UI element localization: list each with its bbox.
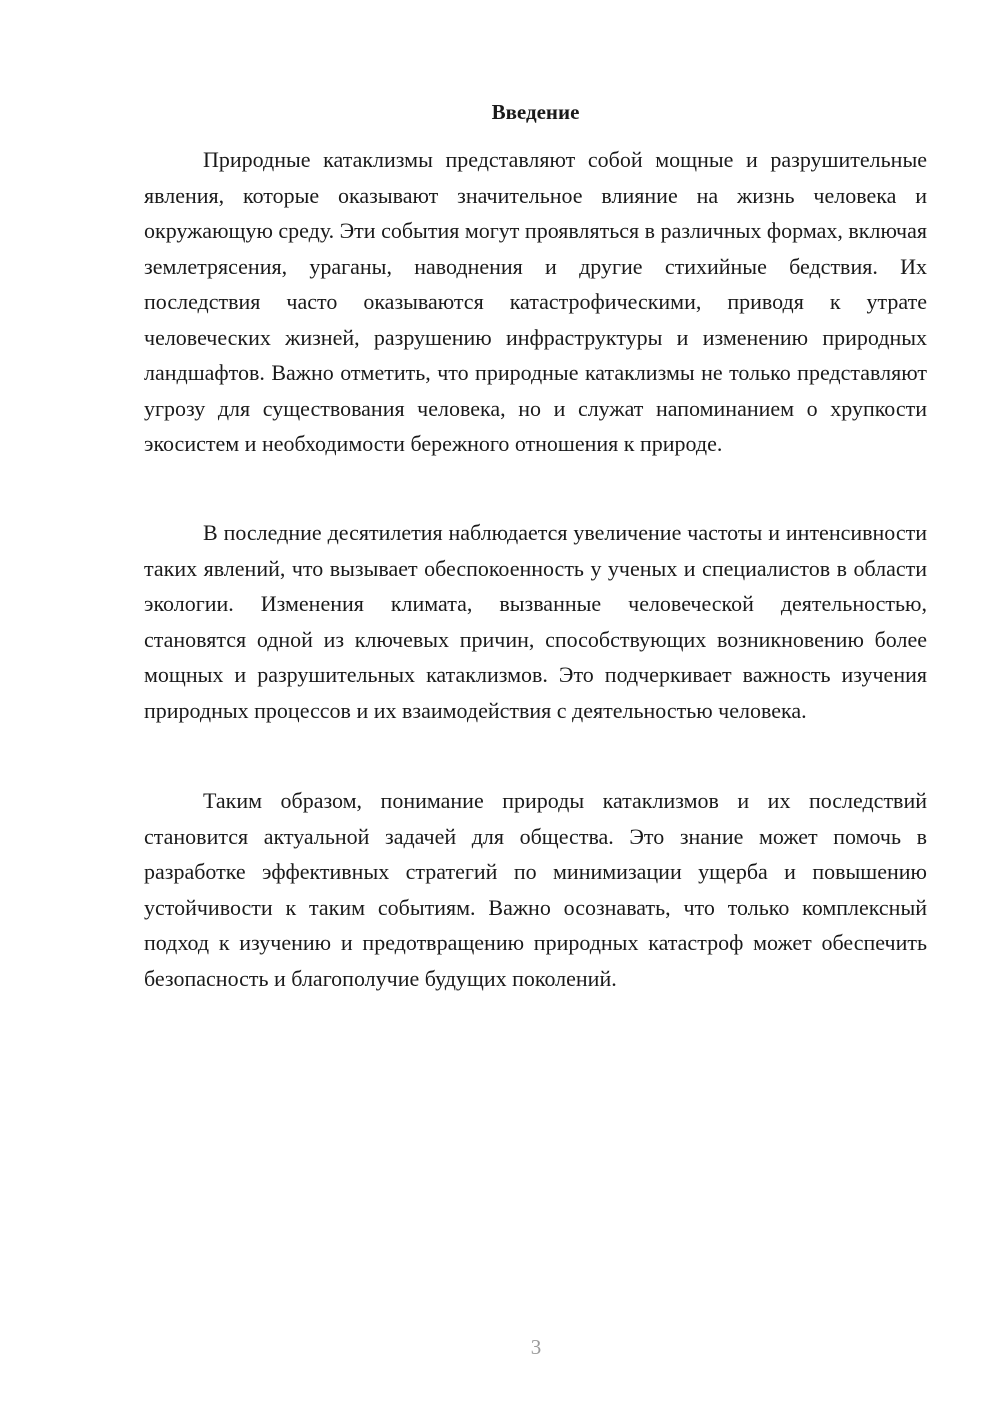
page-number: 3 [530,1335,542,1359]
paragraph-2: В последние десятилетия наблюдается увеличение частоты и интенсивности таких явлений, что вызывает обеспокоенность у ученых и специалистов в области экологии. Изменения климата, вызванные человеческой деятельностью, становятся одной из ключевых причин, способствующих возникновению более мощных и разрушительных катаклизмов. Это подчеркивает важность изучения природных процессов и их взаимодействия с деятельностью человека. [144,520,927,723]
paragraph-3: Таким образом, понимание природы катаклизмов и их последствий становится актуальной задачей для общества. Это знание может помочь в разработке эффективных стратегий по минимизации ущерба и повышению устойчивости к таким событиям. Важно осознавать, что только комплексный подход к изучению и предотвращению природных катастроф может обеспечить безопасность и благополучие будущих поколений. [144,788,927,991]
page-title: Введение [491,100,580,124]
paragraph-1: Природные катаклизмы представляют собой мощные и разрушительные явления, которые оказывают значительное влияние на жизнь человека и окружающую среду. Эти события могут проявляться в различных формах, включая землетрясения, ураганы, наводнения и другие стихийные бедствия. Их последствия часто оказываются катастрофическими, приводя к утрате человеческих жизней, разрушению инфраструктуры и изменению природных ландшафтов. Важно отметить, что природные катаклизмы не только представляют угрозу для существования человека, но и служат напоминанием о хрупкости экосистем и необходимости бережного отношения к природе. [144,147,927,456]
